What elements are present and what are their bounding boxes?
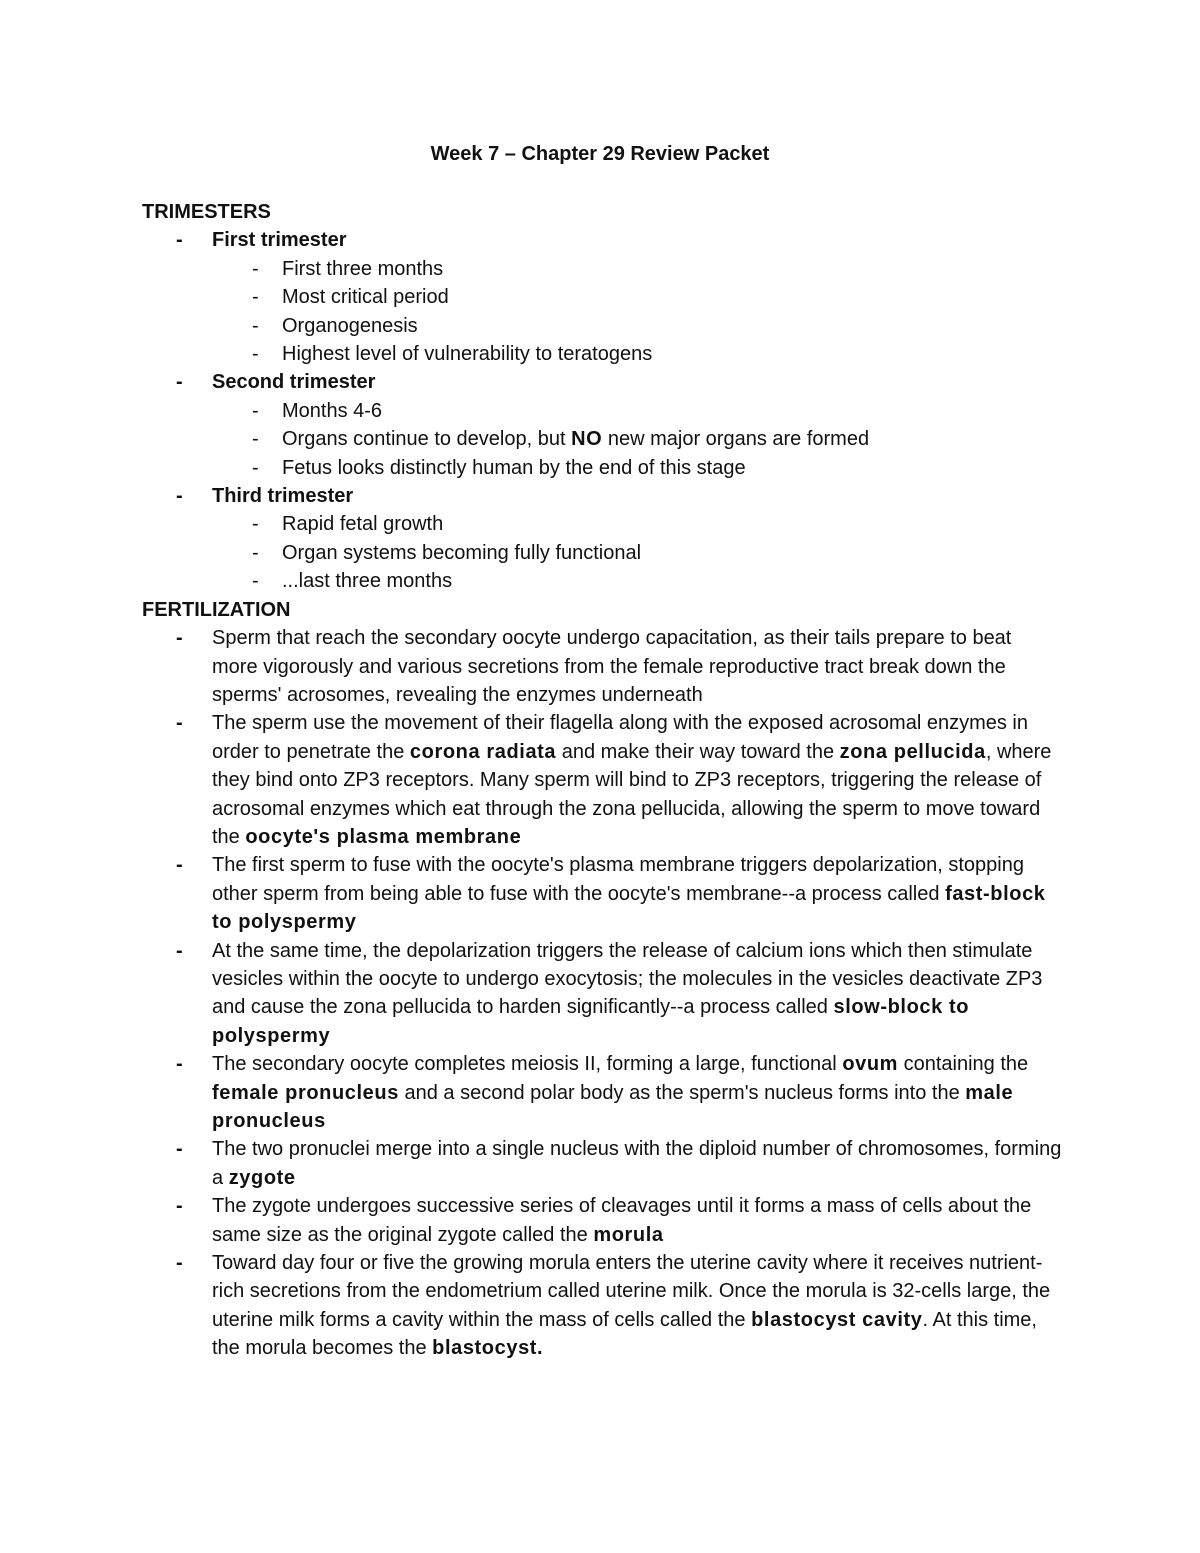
list-item-paragraph [142, 709, 1062, 851]
list-item-text: Most critical period [282, 286, 449, 309]
list-item-text: Rapid fetal growth [282, 513, 444, 536]
paragraph-text: The zygote undergoes successive series of cleavages until it forms a mass of cells about the same size as the original zygote called the [212, 1195, 1032, 1246]
term-zona-pellucida: zona pellucida [839, 740, 986, 763]
paragraph-text: The two pronuclei merge into a single nucleus with the diploid number of chromosomes, forming a [212, 1138, 1062, 1189]
bullet-dash: - [252, 399, 259, 422]
bullet-dash: - [176, 1195, 183, 1218]
list-item-paragraph [142, 937, 1062, 1051]
term-male-pronucleus: male pronucleus [212, 1081, 1014, 1132]
list-item-text: First three months [282, 257, 444, 280]
bullet-dash: - [252, 343, 259, 366]
page-title: Week 7 – Chapter 29 Review Packet [430, 143, 770, 165]
list-item-first-trimester [142, 226, 1062, 254]
paragraph-text: The sperm use the movement of their flagella along with the exposed acrosomal enzymes in order to penetrate the [212, 712, 1028, 763]
list-item [142, 255, 1062, 283]
list-item-text: Highest level of vulnerability to teratogens [282, 343, 653, 366]
list-item-text: Organogenesis [282, 314, 418, 337]
list-item [142, 539, 1062, 567]
list-item-second-trimester [142, 368, 1062, 396]
bullet-dash: - [176, 854, 183, 877]
subheading-second-trimester: Second trimester [212, 371, 376, 394]
list-item-text: Months 4-6 [282, 399, 383, 422]
bullet-dash: - [176, 627, 183, 650]
bullet-dash: - [252, 286, 259, 309]
term-morula: morula [593, 1223, 664, 1246]
section-heading-trimesters: TRIMESTERS [142, 201, 271, 223]
list-item [142, 454, 1062, 482]
list-item-text: new major organs are formed [602, 428, 870, 451]
section-heading-fertilization: FERTILIZATION [142, 598, 291, 621]
paragraph-text: Sperm that reach the secondary oocyte undergo capacitation, as their tails prepare to beat more vigorously and various secretions from the female reproductive tract break down the sperms' acrosomes, revealing the enzymes underneath [212, 627, 1012, 706]
term-corona-radiata: corona radiata [409, 740, 557, 763]
paragraph-text: containing the [898, 1053, 1029, 1076]
bullet-dash: - [252, 314, 259, 337]
list-item [142, 397, 1062, 425]
list-item-paragraph [142, 1192, 1062, 1249]
term-blastocyst-cavity: blastocyst cavity [751, 1308, 923, 1331]
list-item [142, 425, 1062, 453]
paragraph-text: and make their way toward the [556, 740, 840, 763]
bullet-dash: - [176, 712, 183, 735]
list-item-text: Fetus looks distinctly human by the end of this stage [282, 456, 746, 479]
paragraph-text: The first sperm to fuse with the oocyte's plasma membrane triggers depolarization, stopping other sperm from being able to fuse with the oocyte's membrane--a process called [212, 854, 1024, 905]
term-oocyte-plasma-membrane: oocyte's plasma membrane [245, 825, 522, 848]
bullet-dash: - [252, 428, 259, 451]
subheading-first-trimester: First trimester [212, 229, 347, 252]
list-item-paragraph [142, 1249, 1062, 1363]
paragraph-text: At the same time, the depolarization triggers the release of calcium ions which then stimulate vesicles within the oocyte to undergo exocytosis; the molecules in the vesicles deactivate ZP3 and cause the zona pellucida to harden significantly--a process called [212, 939, 1043, 1019]
emphasis-no: NO [571, 428, 603, 451]
term-ovum: ovum [842, 1053, 899, 1076]
term-blastocyst: blastocyst. [432, 1337, 544, 1360]
bullet-dash: - [252, 456, 259, 479]
bullet-dash: - [176, 229, 183, 252]
list-item-text: Organ systems becoming fully functional [282, 541, 642, 564]
bullet-dash: - [176, 1138, 183, 1161]
list-item [142, 283, 1062, 311]
subheading-third-trimester: Third trimester [212, 485, 354, 508]
paragraph-text: Toward day four or five the growing morula enters the uterine cavity where it receives nutrient-rich secretions from the endometrium called uterine milk. Once the morula is 32-cells large, the uterine milk forms a cavity within the mass of cells called the [212, 1252, 1051, 1331]
paragraph-text: , where they bind onto ZP3 receptors. Many sperm will bind to ZP3 receptors, triggering the release of acrosomal enzymes which eat through the zona pellucida, allowing the sperm to move toward the [212, 740, 1052, 848]
term-fast-block: fast-block to polyspermy [212, 882, 1046, 934]
bullet-dash: - [176, 485, 183, 508]
bullet-dash: - [176, 1252, 183, 1275]
bullet-dash: - [176, 939, 183, 962]
list-item-third-trimester [142, 482, 1062, 510]
paragraph-text: and a second polar body as the sperm's nucleus forms into the [398, 1081, 966, 1104]
term-slow-block: slow-block to polyspermy [212, 996, 970, 1047]
document-body [142, 198, 1062, 1363]
list-item-paragraph [142, 1135, 1062, 1192]
list-item [142, 312, 1062, 340]
list-item [142, 510, 1062, 538]
term-female-pronucleus: female pronucleus [212, 1081, 399, 1104]
list-item [142, 567, 1062, 595]
list-item-text: Organs continue to develop, but [282, 428, 572, 451]
list-item-paragraph [142, 624, 1062, 709]
paragraph-text: The secondary oocyte completes meiosis II, forming a large, functional [212, 1053, 843, 1076]
bullet-dash: - [252, 513, 259, 536]
list-item-text: ...last three months [282, 570, 453, 593]
bullet-dash: - [252, 570, 259, 593]
bullet-dash: - [252, 541, 259, 564]
bullet-dash: - [176, 371, 183, 394]
list-item-paragraph [142, 851, 1062, 936]
paragraph-text: . At this time, the morula becomes the [212, 1308, 1037, 1360]
list-item [142, 340, 1062, 368]
bullet-dash: - [252, 257, 259, 280]
term-zygote: zygote [228, 1166, 296, 1189]
list-item-paragraph [142, 1050, 1062, 1135]
bullet-dash: - [176, 1053, 183, 1076]
